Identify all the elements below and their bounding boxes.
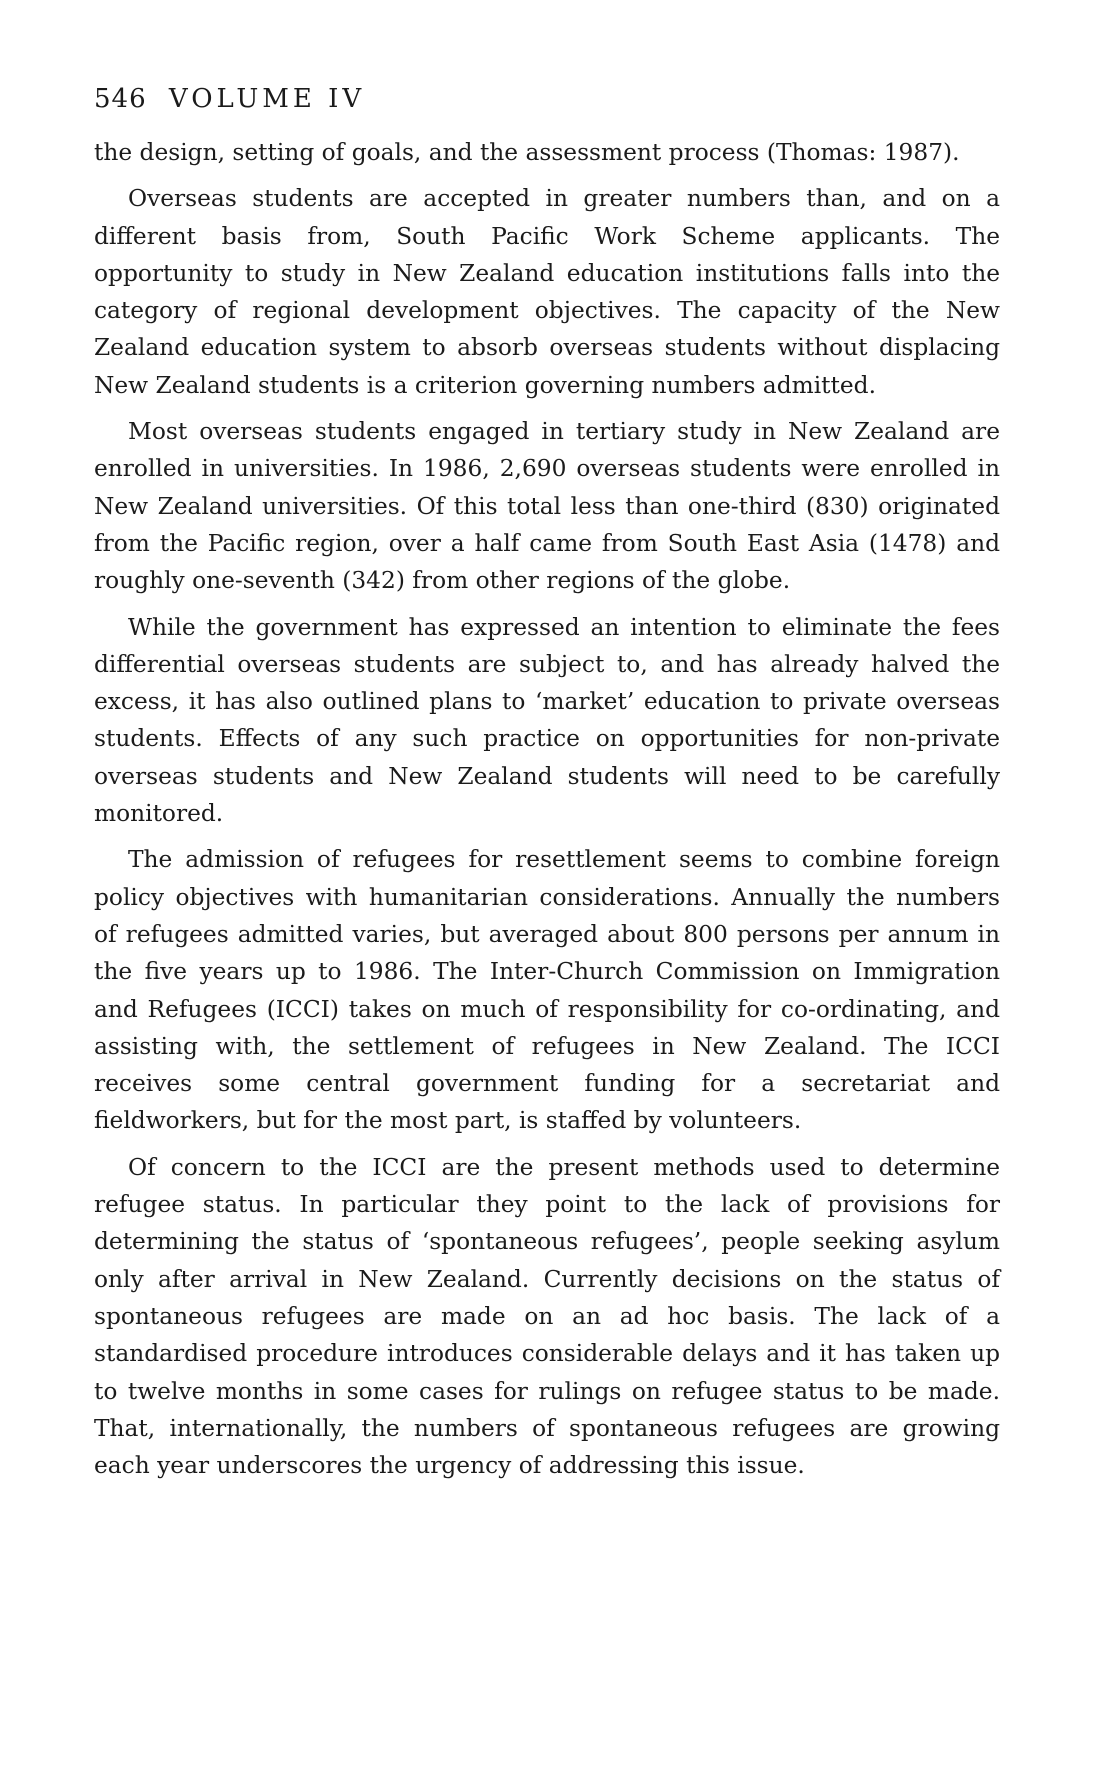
running-head (94, 82, 1000, 116)
document-page (94, 82, 1000, 1493)
paragraph-continuation: the design, setting of goals, and the assessment process (Thomas: 1987). (94, 139, 960, 166)
volume-label: VOLUME IV (168, 84, 366, 114)
paragraph-overseas-students: Overseas students are accepted in greater numbers than, and on a different basis from, South Pacific Work Scheme applicants. The opportunity to study in New Zealand education institutions falls into the category of regional development objectives. The capacity of the New Zealand education system to absorb overseas students without displacing New Zealand students is a criterion governing numbers admitted. (94, 185, 1000, 399)
paragraph-refugee-admission: The admission of refugees for resettlement seems to combine foreign policy objectives with humanitarian considerations. Annually the numbers of refugees admitted varies, but averaged about 800 persons per annum in the five years up to 1986. The Inter-Church Commission on Immigration and Refugees (ICCI) takes on much of responsibility for co-ordinating, and assisting with, the settlement of refugees in New Zealand. The ICCI receives some central government funding for a secretariat and fieldworkers, but for the most part, is staffed by volunteers. (94, 846, 1000, 1135)
paragraph-refugee-status: Of concern to the ICCI are the present methods used to determine refugee status. In particular they point to the lack of provisions for determining the status of ‘spontaneous refugees’, people seeking asylum only after arrival in New Zealand. Currently decisions on the status of spontaneous refugees are made on an ad hoc basis. The lack of a standardised procedure introduces considerable delays and it has taken up to twelve months in some cases for rulings on refugee status to be made. That, internationally, the numbers of spontaneous refugees are growing each year underscores the urgency of addressing this issue. (94, 1153, 1000, 1480)
paragraph-tertiary-study: Most overseas students engaged in tertiary study in New Zealand are enrolled in universities. In 1986, 2,690 overseas students were enrolled in New Zealand universities. Of this total less than one-third (830) originated from the Pacific region, over a half came from South East Asia (1478) and roughly one-seventh (342) from other regions of the globe. (94, 418, 1000, 595)
page-number: 546 (94, 84, 147, 114)
paragraph-fees-differential: While the government has expressed an intention to eliminate the fees differential overseas students are subject to, and has already halved the excess, it has also outlined plans to ‘market’ education to private overseas students. Effects of any such practice on opportunities for non-private overseas students and New Zealand students will need to be carefully monitored. (94, 613, 1000, 828)
